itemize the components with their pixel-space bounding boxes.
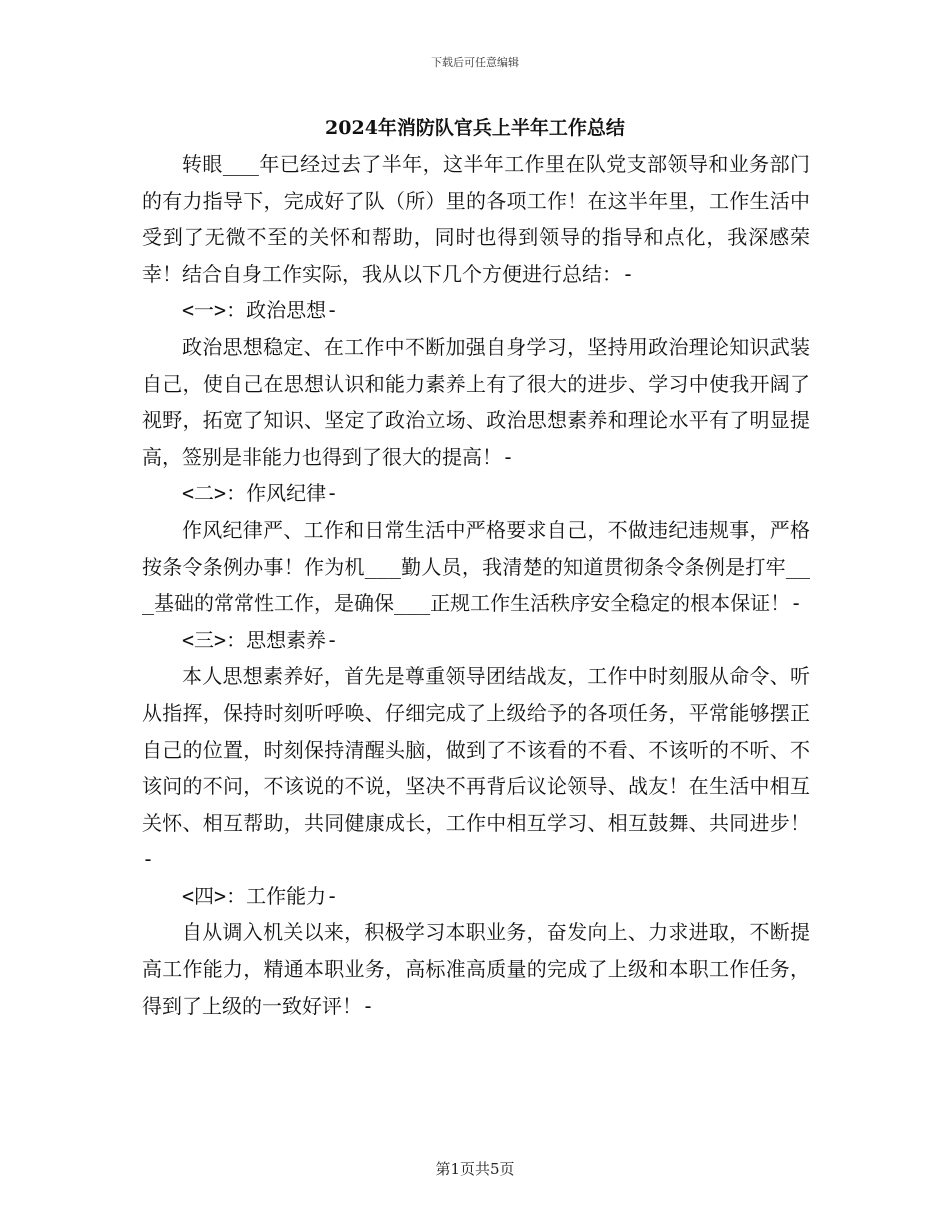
section-heading-quality: <三>：思想素养- bbox=[182, 627, 339, 652]
document-title: 2024年消防队官兵上半年工作总结 bbox=[325, 117, 625, 139]
section-heading-politics: <一>：政治思想- bbox=[182, 298, 339, 323]
header-note: 下载后可任意编辑 bbox=[431, 56, 519, 69]
page-number: 第1页共5页 bbox=[435, 1160, 515, 1178]
paragraph-quality: 本人思想素养好，首先是尊重领导团结战友，工作中时刻服从命令、听从指挥，保持时刻听呼唤、仔细完成了上级给予的各项任务，平常能够摆正自己的位置，时刻保持清醒头脑，做到了不该看的不看、不该听的不听、不该问的不问，不该说的不说，坚决不再背后议论领导、战友！在生活中相互关怀、相互帮助，共同健康成长，工作中相互学习、相互鼓舞、共同进步！- bbox=[142, 664, 810, 872]
paragraph-politics: 政治思想稳定、在工作中不断加强自身学习，坚持用政治理论知识武装自己，使自己在思想认识和能力素养上有了很大的进步、学习中使我开阔了视野，拓宽了知识、坚定了政治立场、政治思想素养和理论水平有了明显提高，签别是非能力也得到了很大的提高！- bbox=[142, 334, 810, 469]
paragraph-intro: 转眼___年已经过去了半年，这半年工作里在队党支部领导和业务部门的有力指导下，完成好了队（所）里的各项工作！在这半年里，工作生活中受到了无微不至的关怀和帮助，同时也得到领导的指导和点化，我深感荣幸！结合自身工作实际，我从以下几个方便进行总结：- bbox=[142, 152, 810, 286]
section-heading-discipline: <二>：作风纪律- bbox=[182, 481, 339, 506]
document-body bbox=[142, 146, 810, 1024]
section-heading-ability: <四>：工作能力- bbox=[182, 883, 339, 908]
paragraph-discipline: 作风纪律严、工作和日常生活中严格要求自己，不做违纪违规事，严格按条令条例办事！作为机___勤人员，我清楚的知道贯彻条令条例是打牢___基础的常常性工作，是确保___正规工作生活秩序安全稳定的根本保证！- bbox=[142, 517, 810, 616]
paragraph-ability: 自从调入机关以来，积极学习本职业务，奋发向上、力求进取，不断提高工作能力，精通本职业务，高标准高质量的完成了上级和本职工作任务，得到了上级的一致好评！- bbox=[142, 920, 810, 1018]
